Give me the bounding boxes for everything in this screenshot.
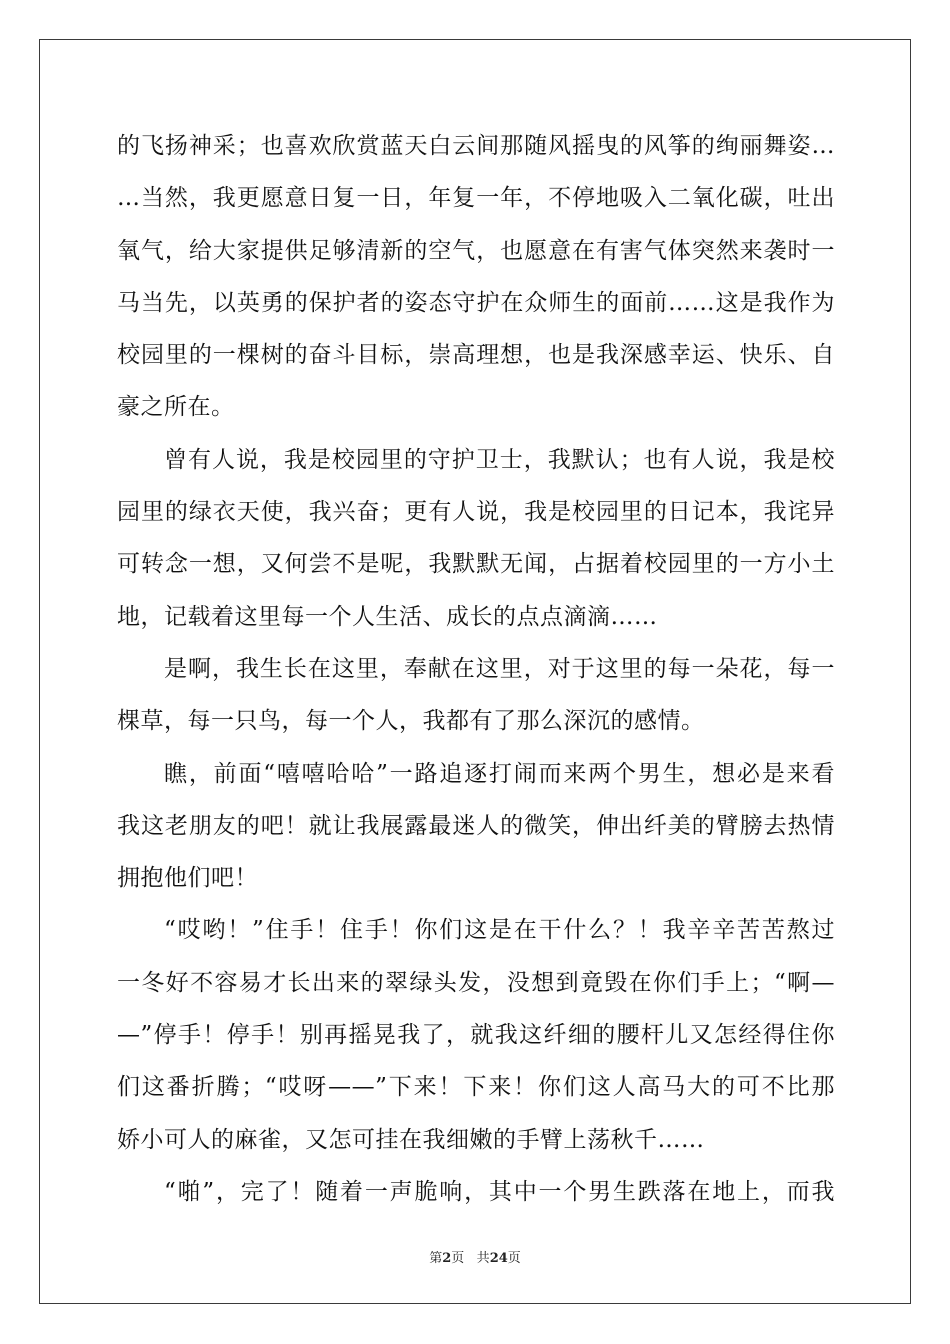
text-line: —”停手！停手！别再摇晃我了，就我这纤细的腰杆儿又怎经得住你 — [117, 1022, 835, 1049]
text-line: 曾有人说，我是校园里的守护卫士，我默认；也有人说，我是校 — [164, 446, 835, 473]
text-line: 我这老朋友的吧！就让我展露最迷人的微笑，伸出纤美的臂膀去热情 — [117, 812, 835, 839]
page-label-suffix: 页 — [451, 1251, 465, 1266]
text-line: 一冬好不容易才长出来的翠绿头发，没想到竟毁在你们手上；“啊— — [117, 969, 835, 996]
text-line: 娇小可人的麻雀，又怎可挂在我细嫩的手臂上荡秋千…… — [117, 1126, 705, 1153]
text-line: 棵草，每一只鸟，每一个人，我都有了那么深沉的感情。 — [117, 708, 705, 735]
total-label-prefix: 共 — [476, 1251, 490, 1266]
text-line: 豪之所在。 — [117, 394, 235, 421]
total-pages-number: 24 — [489, 1251, 508, 1266]
text-line: 马当先，以英勇的保护者的姿态守护在众师生的面前……这是我作为 — [117, 289, 835, 316]
text-line: 瞧，前面“嘻嘻哈哈”一路追逐打闹而来两个男生，想必是来看 — [164, 760, 835, 787]
document-body — [117, 120, 835, 1218]
text-line: 氧气，给大家提供足够清新的空气，也愿意在有害气体突然来袭时一 — [117, 237, 835, 264]
text-line: 的飞扬神采；也喜欢欣赏蓝天白云间那随风摇曳的风筝的绚丽舞姿… — [117, 133, 835, 159]
text-line: 地，记载着这里每一个人生活、成长的点点滴滴…… — [117, 603, 658, 630]
text-line: …当然，我更愿意日复一日，年复一年，不停地吸入二氧化碳，吐出 — [117, 185, 835, 212]
text-line: 拥抱他们吧！ — [117, 865, 258, 892]
page-footer — [0, 1247, 950, 1266]
page-label-prefix: 第 — [429, 1251, 443, 1266]
text-line: 园里的绿衣天使，我兴奋；更有人说，我是校园里的日记本，我诧异 — [117, 499, 835, 526]
current-page-number: 2 — [442, 1251, 452, 1266]
text-line: 可转念一想，又何尝不是呢，我默默无闻，占据着校园里的一方小土 — [117, 551, 835, 578]
text-line: 是啊，我生长在这里，奉献在这里，对于这里的每一朵花，每一 — [164, 655, 835, 682]
total-label-suffix: 页 — [507, 1251, 521, 1266]
text-line: “哎哟！”住手！住手！你们这是在干什么？！我辛辛苦苦熬过 — [164, 917, 835, 944]
text-line: 们这番折腾；“哎呀——”下来！下来！你们这人高马大的可不比那 — [117, 1074, 835, 1101]
text-line: 校园里的一棵树的奋斗目标，崇高理想，也是我深感幸运、快乐、自 — [117, 342, 835, 369]
text-line: “啪”，完了！随着一声脆响，其中一个男生跌落在地上，而我 — [164, 1178, 835, 1205]
